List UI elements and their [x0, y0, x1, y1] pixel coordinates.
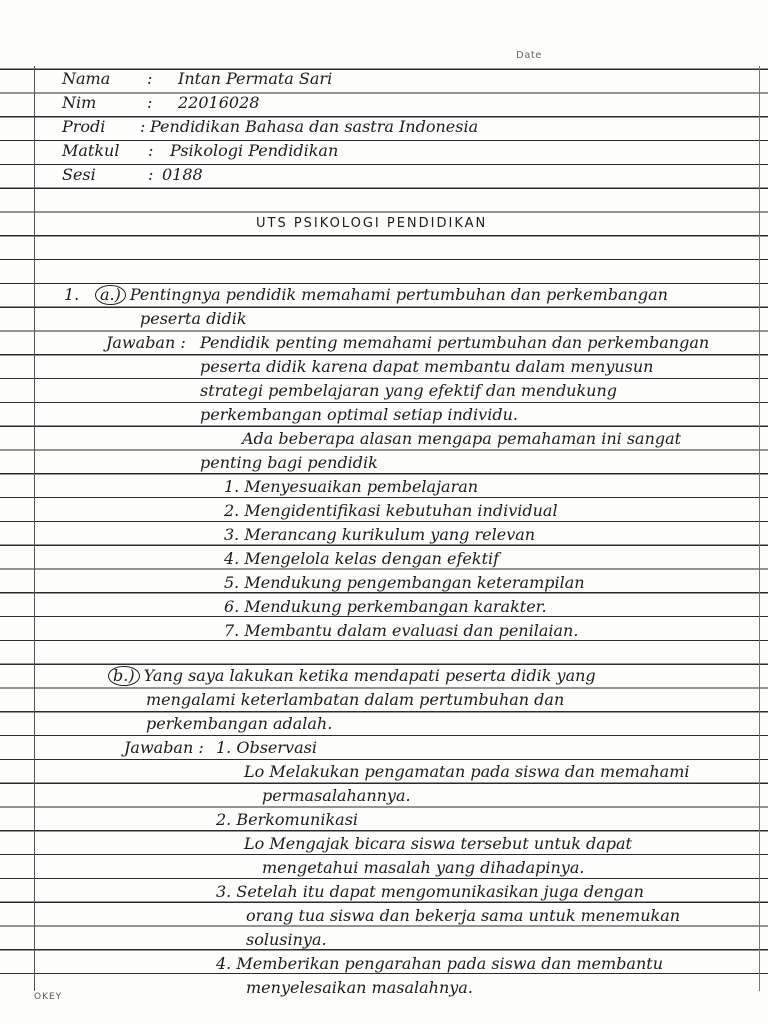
page-title: UTS PSIKOLOGI PENDIDIKAN: [256, 216, 488, 231]
reason-item: 6. Mendukung perkembangan karakter.: [224, 597, 547, 616]
prodi-label: Prodi: [62, 117, 106, 136]
reasons-intro: penting bagi pendidik: [200, 453, 378, 472]
step-item: 2. Berkomunikasi: [216, 810, 359, 829]
matkul-label: Matkul: [62, 141, 120, 160]
question-b-line1: Yang saya lakukan ketika mendapati peserta didik yang: [143, 666, 596, 685]
step-detail: Lo Mengajak bicara siswa tersebut untuk dapat: [244, 834, 632, 853]
answer-a-line: peserta didik karena dapat membantu dalam menyusun: [200, 357, 654, 376]
nim-colon: :: [147, 93, 153, 112]
prodi-colon: :: [140, 117, 146, 136]
step-item: 3. Setelah itu dapat mengomunikasikan juga dengan: [216, 882, 644, 901]
reason-item: 5. Mendukung pengembangan keterampilan: [224, 573, 585, 592]
step-item: 4. Memberikan pengarahan pada siswa dan membantu: [216, 954, 664, 973]
answer-a-line: perkembangan optimal setiap individu.: [200, 405, 518, 424]
nim-value: 22016028: [178, 93, 260, 112]
nim-label: Nim: [62, 93, 97, 112]
paper-brand: OKEY: [34, 992, 63, 1002]
question-b-text: [108, 666, 596, 686]
nama-colon: :: [147, 69, 153, 88]
answer-b-label: Jawaban :: [124, 738, 204, 757]
reasons-intro: Ada beberapa alasan mengapa pemahaman ini sangat: [242, 429, 682, 448]
reason-item: 2. Mengidentifikasi kebutuhan individual: [224, 501, 558, 520]
question-a-line1: Pentingnya pendidik memahami pertumbuhan dan perkembangan: [129, 285, 668, 304]
step-detail: orang tua siswa dan bekerja sama untuk menemukan: [246, 906, 681, 925]
question-b-line: mengalami keterlambatan dalam pertumbuhan dan: [146, 690, 565, 709]
answer-a-line: Pendidik penting memahami pertumbuhan dan perkembangan: [200, 333, 710, 352]
question-b-line: perkembangan adalah.: [146, 714, 333, 733]
answer-a-label: Jawaban :: [106, 333, 186, 352]
step-detail: Lo Melakukan pengamatan pada siswa dan memahami: [244, 762, 690, 781]
sesi-colon: :: [148, 165, 154, 184]
sesi-label: Sesi: [62, 165, 96, 184]
reason-item: 7. Membantu dalam evaluasi dan penilaian.: [224, 621, 579, 640]
step-detail: solusinya.: [246, 930, 327, 949]
nama-label: Nama: [62, 69, 111, 88]
sesi-value: 0188: [162, 165, 203, 184]
margin-line: [34, 66, 35, 991]
step-detail: permasalahannya.: [262, 786, 411, 805]
page-edge-line: [759, 66, 760, 991]
reason-item: 3. Merancang kurikulum yang relevan: [224, 525, 536, 544]
question-number: 1.: [64, 285, 80, 304]
matkul-value: Psikologi Pendidikan: [170, 141, 339, 160]
prodi-value: Pendidikan Bahasa dan sastra Indonesia: [150, 117, 479, 136]
date-label: Date: [516, 50, 542, 61]
reason-item: 1. Menyesuaikan pembelajaran: [224, 477, 479, 496]
step-item: 1. Observasi: [216, 738, 317, 757]
question-a-text: [95, 285, 668, 305]
matkul-colon: :: [148, 141, 154, 160]
nama-value: Intan Permata Sari: [178, 69, 333, 88]
answer-a-line: strategi pembelajaran yang efektif dan mendukung: [200, 381, 618, 400]
step-detail: menyelesaikan masalahnya.: [246, 978, 473, 997]
question-a-line2: peserta didik: [140, 309, 247, 328]
reason-item: 4. Mengelola kelas dengan efektif: [224, 549, 500, 568]
question-b-marker: b.): [108, 666, 140, 686]
step-detail: mengetahui masalah yang dihadapinya.: [262, 858, 585, 877]
question-a-marker: a.): [95, 285, 126, 305]
